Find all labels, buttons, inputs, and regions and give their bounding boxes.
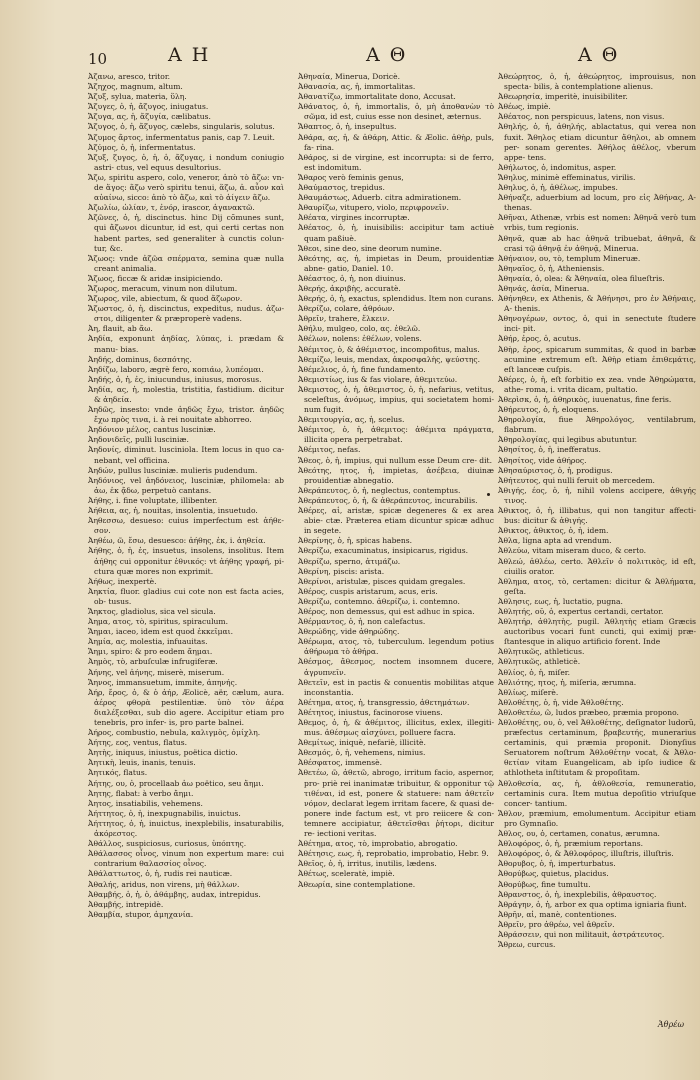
dictionary-entry: Ἀθέρος, non demessus, qui est adhuc in spica. [298,606,475,616]
dictionary-entry: Ἀθήρευτος, ὁ, ἡ, eloquens. [498,405,599,415]
dictionary-entry: Ἀθέρμαντος, ὁ, ἡ, non calefactus. [298,617,426,627]
dictionary-entry: Ἄθλον, præmium, emolumentum. Accipitur etiam pro Gymnaſio. [498,808,696,828]
dictionary-entry: Ἄζωρος, vile, abiectum, & quod ἄζωρον. [88,294,243,304]
dictionary-entry: Ἀθλοθεσία, ας, ἡ, ἀθλοθεσία, remuneratio, certaminis cura. Item mutua depoſitio vtriuſque concer- tantium. [498,778,696,808]
dictionary-entry: Ἀθερίνης, ὁ, ἡ, spicas habens. [298,536,412,546]
dictionary-entry: Ἀθέμιτος, ὁ, ἡ, ἀθεμιτος: ἀθέμιτα πράγματα, illicita opera perpetrabat. [298,425,494,445]
dictionary-entry: Ἀθερής, ἀκριβὴς, accuratè. [298,283,401,293]
dictionary-entry: Ἀήρος, combustio, nebula, καλιγμὸς, ὀμίχλη. [88,728,261,738]
dictionary-entry: Ἀηδής, dominus, δεσπότης. [88,354,192,364]
dictionary-entry: Ἀθανασία, ας, ἡ, immortalitas. [298,82,416,92]
dictionary-entry: Ἀθεράπευτος, ὁ, ἡ, & ἀθεράπευτος, incurabilis. [298,495,478,505]
dictionary-entry: Ἀθλος, ου, ὁ, certamen, conatus, ærumna. [498,829,660,839]
dictionary-entry: Ἀήττητος, ὁ, ἡ, inexpugnabilis, inuictus. [88,808,241,818]
column-right [498,72,696,950]
dictionary-entry: Ἀθάλλος, suspiciosus, curiosus, ὑπόπτης. [88,839,247,849]
dictionary-entry: Ἄζωος: vnde ἀζῶα σπέρματα, semina quæ nulla creant animalia. [88,253,284,273]
dictionary-entry: Ἄηκτος, gladiolus, sica vel sicula. [88,606,216,616]
dictionary-entry: Ἀθεώρητος, ὁ, ἡ, ἀθεώρητος, improuisus, non specta- bilis, à contemplatione alienus. [498,72,696,92]
dictionary-entry: Ἀθέτημα, ατος, τὸ, improbatio, abrogatio. [298,839,458,849]
dictionary-entry: Ἀζῶνες, ὁ, ἡ, discinctus. hinc Dij cõmunes sunt, qui ἄζωνοι dicuntur, id est, qui certi certas non habent partes, sed generaliter à cunctis colun- tur, &c. [88,213,284,253]
dictionary-entry: Ἀθαμβής, ὁ, ἡ, ὁ, ἀθάμβης, audax, intrepidus. [88,889,261,899]
dictionary-entry: Ἀθησαύριστος, ὁ, ἡ, prodigus. [498,465,613,475]
dictionary-entry: Ἀθήναιον, ου, τὸ, templum Mineruæ. [498,253,641,263]
dictionary-entry: Ἀθέσμος, ἄθεσμος, noctem insomnem ducere, ἀγρυπνεῖν. [298,657,494,677]
dictionary-entry: Ἀθεμίτως, iniquè, nefariè, illicitè. [298,738,426,748]
dictionary-entry: Ἄζυξ, sylua, materia, ὕλη. [88,92,187,102]
dictionary-entry: Ἀθεωρία, sine contemplatione. [298,879,416,889]
dictionary-entry: Ἀθορυβος, ὁ, ἡ, imperturbatus. [498,859,616,869]
dictionary-entry: Ἀημα, ατος, τὸ, spiritus, spiraculum. [88,617,228,627]
dictionary-entry: Ἀθρεῖν, pro ἀθρέω, vel ἀθρεῖν. [498,919,615,929]
catchword: Ἀθρέω [657,1020,684,1029]
dictionary-entry: Ἀήθως, inexpertè. [88,576,157,586]
dictionary-entry: Ἀθησίτος, vide ἀθήρος. [498,455,587,465]
dictionary-entry: Ἀητος, insatiabilis, vehemens. [88,798,203,808]
dictionary-entry: Ἀηδόνιον μέλος, cantus lusciniæ. [88,425,216,435]
dictionary-entry: Ἀθανατίζω, immortalitate dono, Accusat. [298,92,456,102]
dictionary-entry: Ἀήρ, ἔρος, ὁ, & ὁ ἀήρ, Æolicè, aër, cælum, aura. ἀέρος φθορὰ pestilentiæ. ὑπὸ τὸν ἀέρα διαλέξεσθαι, sub dio agere. Accipitur etiam pro tenebris, pro infer- is, pro parte balnei. [88,687,284,727]
dictionary-entry: Ἀήθης, ὁ, ἡ, ἐς, insuetus, insolens, insolitus. Item ἀήθης cui opponitur ἐθνικός: vt ἀήθης γραφή, pi- ctura quæ mores non exprimit. [88,546,284,576]
dictionary-entry: Ἄζυγα, ας, ἡ, ἄζυγία, cælibatus. [88,112,211,122]
dictionary-entry: Ἀθλητήρ, ἀθλητὴς, pugil. Ἀθλητὴς etiam Græcis auctoribus vocari funt cuncti, qui eximij præ- ſtantesque in aliquo artificio forent. Inde [498,617,696,647]
dictionary-entry: Ἀθησίτος, ὁ, ἡ, inefferatus. [498,445,601,455]
dictionary-entry: Ἀθερίνοι, aristulæ, pisces quidam gregales. [298,576,466,586]
dictionary-entry: Ἄζυγος, ὁ, ἡ, ἄζυγος, cælebs, singularis, solutus. [88,122,275,132]
dictionary-entry: Ἀητικὴ, leuis, inanis, tenuis. [88,758,196,768]
dictionary-entry: Ἄζωος, ficcæ & aridæ insipiciendo. [88,273,223,283]
dictionary-entry: Ἀηδῶς, insesto: vnde ἀηδῶς ἔχω, tristor. ἀηδῶς ἔχω πρὸς τινα, i. à rei nouitate abhorreo. [88,405,284,425]
dictionary-entry: Ἄζυξ, ζυγος, ὁ, ἡ, ὁ, ἄζυγας, i nondum coniugio astri- ctus, vel equus desultorius. [88,152,284,172]
dictionary-entry: Ἀθιγής, έος, ὁ, ἡ, nihil volens accipere, ἀθιγής τινος. [498,485,696,505]
dictionary-entry: Ἀθλοφόρος, ὁ, ἡ, præmium reportans. [498,839,644,849]
dictionary-entry: Ἀθράσσειν, qui non militauit, ἀστράτευτος. [498,929,665,939]
dictionary-entry: Ἀητὴς, iniquus, iniustus, poëtica dictio. [88,748,238,758]
dictionary-entry: Ἀθέτησις, εως, ἡ, reprobatio, improbatio, Hebr. 9. [298,849,489,859]
dictionary-entry: Ἀθεμος, ὁ, ἡ, & ἀθέμιτος, illicitus, exlex, illegiti- mus. ἀθέσμως αἰσχύνει, polluere facra. [298,718,494,738]
dictionary-entry: Ἀθέαστος, ὁ, ἡ, non diuinus. [298,273,406,283]
dictionary-entry: Ἀθεότης, ητος, ἡ, impietas, ἀσέβεια, diuinæ prouidentiæ abnegatio. [298,465,494,485]
dictionary-entry: Ἀημία, ας, molestia, infuauitas. [88,637,208,647]
dictionary-entry: Ἀθετεῖν, est in pactis & conuentis mobilitas atque inconstantia. [298,677,494,697]
dictionary-entry: Ἄημαι, iaceo, idem est quod ἐκκεῖμαι. [88,627,233,637]
dictionary-entry: Ἀθέσφατος, immensè. [298,758,382,768]
dictionary-entry: Ἀη, flauit, ab ἄω. [88,324,153,334]
dictionary-entry: Ἀθερής, ὁ, ἡ, exactus, splendidus. Item non curans. [298,294,494,304]
dictionary-entry: Ἄζω, spiritu aspero, colo, veneror, ἀπὸ τὸ ἅζω: vn- de ἅγος: ἅζω verò spiritu tenui, ἅζω, ἀ. αὖον καὶ αὐαίνω, sicco: ἀπὸ τὸ ἅζω, καὶ τὸ ἀίγειν ἅζω. [88,172,284,203]
dictionary-entry: Ἀθρῆν, αἱ, manè, contentiones. [498,909,617,919]
dictionary-entry: Ἀζύμος, ὁ, ἡ, infermentatus. [88,142,196,152]
dictionary-entry: Ἀζωλίω, ὠλίαν, τ, ἑνόρ, irascor, ἀγανακτῶ. [88,203,255,213]
dictionary-entry: Ἀθεσμός, ὁ, ἡ, vehemens, nimius. [298,748,426,758]
dictionary-entry: Ἀθλησις, εως, ἡ, luctatio, pugna. [498,596,623,606]
dictionary-entry: Ἀθήνηθεν, ex Athenis, & Ἀθήνησι, pro ἐν Ἀθήναις, A- thenis. [498,294,696,314]
dictionary-entry: Ἀθράγην, ὁ, ἡ, arbor ex qua optima igniaria fiunt. [498,899,687,909]
dictionary-entry: Ἀηδία, ας, ἡ, molestia, tristitia, fastidium. dicitur & ἀηδεία. [88,384,284,404]
dictionary-entry: Ἀθαμβής, intrepidè. [88,899,164,909]
dictionary-entry: Ἀηκτία, fluor. gladius cui cote non est facta acies, ob- tusus. [88,586,284,606]
dictionary-entry: Ἀηδονίς, diminut. lusciniola. Item locus in quo ca- nebant, vel officina. [88,445,284,465]
dictionary-entry: Ἀθλίος, ὁ, ἡ, miſer. [498,667,570,677]
dictionary-entry: Ἀθαλής, aridus, non virens, μὴ θάλλων. [88,879,240,889]
dictionary-entry: Ἀθέτητος, iniustus, facinorose viuens. [298,707,443,717]
dictionary-entry: Ἀθέτημα, ατος, ἡ, transgressio, ἀθετημάτων. [298,697,470,707]
dictionary-entry: Ἀθέατα, virgines incorruptæ. [298,213,410,223]
dictionary-entry: Ἀθαύμαστος, trepidus. [298,183,385,193]
dictionary-entry: Ἀθεμίζω, leuis, mendax, ἀκροσφαλὴς, ψεύστης. [298,354,481,364]
dictionary-entry: Ἀητης, flabat: à verbo ἄημι. [88,788,194,798]
dictionary-entry: Ἄθρεω, curcus. [498,940,556,950]
dictionary-entry: Ἀθλιότης, ητος, ἡ, miſeria, ærumna. [498,677,637,687]
dictionary-entry: Ἀθλητής, οῦ, ὁ, expertus certandi, certator. [498,606,664,616]
dictionary-entry: Ἄθαπτος, ὁ, ἡ, insepultus. [298,122,397,132]
dictionary-entry: Ἀθλοφόρος, ὁ, & Ἀθλοφόρος, illuſtris, illuſtris. [498,849,674,859]
dictionary-entry: Ἀθηναῖος, ὁ, ἡ, Atheniensis. [498,263,605,273]
dictionary-entry: Ἀθλητικῶς, athleticè. [498,657,581,667]
dictionary-entry: Ἀήθεια, ας, ἡ, nouitas, insolentia, insuetudo. [88,506,258,516]
dictionary-entry: Ἀημὸς, τὸ, arbuſculæ infrugiferæ. [88,657,218,667]
dictionary-entry: Ἀθήναζε, aduerbium ad locum, pro εἰς Ἀθήνας, A- thenas. [498,193,696,213]
dictionary-entry: Ἀθερίζω, exacuminatus, insipicarus, rigidus. [298,546,469,556]
dictionary-entry: Ἀθήλωτος, ὁ, indomitus, asper. [498,162,617,172]
dictionary-entry: Ἀητικός, flatus. [88,768,148,778]
dictionary-entry: Ἀθλητικῶς, athleticus. [498,647,585,657]
dictionary-entry: Ἄθεοι, sine deo, sine deorum numine. [298,243,442,253]
dictionary-entry: Ἀθεμιτουργία, ας, ἡ, scelus. [298,415,405,425]
dictionary-entry: Ἀθηνάς, ἀσία, Minerua. [498,283,590,293]
dictionary-entry: Ἀθλα, ligna apta ad vrendum. [498,536,612,546]
dictionary-entry: Ἀήτης, ου, ὁ, procellaab ἀω poëtico, seu ἄημι. [88,778,264,788]
dictionary-entry: Ἀθεωρησία, imperitè, inuisibiliter. [498,92,628,102]
dictionary-entry: Ἀθαυρίζω, vitupero, violo, περιφρονεῖν. [298,203,449,213]
dictionary-entry: Ἀήνης, vel ἀήνης, miserè, miserum. [88,667,225,677]
dictionary-entry: Ἀθλεώ, ἀθλέω, certo. Ἀθλεῖν ὁ πολιτικὸς, id eſt, ciuilis orator. [498,556,696,576]
dictionary-entry: Ἀθάλασσος οἶνος, vinum non expertum mare: cui contrarium θαλασσίος οἶνος. [88,849,284,869]
dictionary-entry: Ἄηνος, immansuetum, immite, ἀπηνής. [88,677,238,687]
dictionary-entry: Ἀθερίνη, piscis: arista. [298,566,385,576]
dictionary-entry: Ἄθαρος verò feminis genus, [298,172,404,182]
dictionary-entry: Ἄζυμος ἄρτος, infermentatus panis, cap 7. Leuit. [88,132,275,142]
dictionary-entry: Ἀθέτως, sceleratè, impiè. [298,869,395,879]
dictionary-entry: Ἀθορύβως, fine tumultu. [498,879,591,889]
dictionary-entry: Ἀήττητος, ὁ, ἡ, inuictus, inexplebilis, insaturabilis, ἀκόρεστος. [88,818,284,839]
dictionary-entry: Ἀηδία, exponunt ἀηδίας, λύπας, i. prædam & manu- bias. [88,334,284,354]
column-middle [298,72,494,890]
dictionary-entry: Ἀθηναία, ὁ, olea: & Ἀθηναία, olea filueſtris. [498,273,665,283]
dictionary-entry: Ἀθερίζω, sperno, ἀτιμάζω. [298,556,401,566]
dictionary-entry: Ἀθέατος, non perspicuus, latens, non visus. [498,112,665,122]
dictionary-entry: Ἀθέρωμα, ατος, τὸ, tuberculum. legendum potius ἀθήρωμα τὸ ἀθήρα. [298,637,494,657]
dictionary-entry: Ἀθηλυς, ὁ, ἡ, ἀθέλως, impubes. [498,183,618,193]
dictionary-entry: Ἀθέμελιος, ὁ, ἡ, fine fundamento. [298,364,426,374]
dictionary-entry: Ἀθάρα, ας, ἡ, & ἀθάρη, Attic. & Æolic. ἀθὴρ, puls, fa- rina. [298,132,494,152]
dictionary-entry: Ἀθαυμάστως, Aduerb. citra admirationem. [298,193,462,203]
dictionary-entry: Ἀθερὶσκ, ὁ, ἡ, ἀθηρικὸς, iuuenatus, fine feris. [498,395,672,404]
dictionary-entry: Ἀηδίζω, laboro, ægrè fero, κοπιάω, λυπέομαι. [88,364,264,374]
dictionary-entry: Ἄθεος, ὁ, ἡ, impius, qui nullum esse Deum cre- dit. [298,455,492,465]
dictionary-entry: Ἀθέρες, ὁ, ἡ, eſt forbitio ex zea. vnde Ἀθηρώματα, athe- roma, i. vrita dicam, pultatio. [498,374,696,394]
dictionary-entry: Ἀήθης, i. fine voluptate, illibenter. [88,495,218,505]
dictionary-entry: Ἀθλίως, miſerè. [498,687,559,697]
dictionary-entry: Ἀθηρολογίας, qui legibus abutuntur. [498,435,638,445]
dictionary-entry: Ἀθεμιστος, ὁ, ἡ, ἀθεμιστος, ὁ, ἡ, nefarius, vetitus, sceleſtus, ἀνόμως, impius, qui societatem homi- num fugit. [298,384,494,415]
dictionary-entry: Ἀθλοθετέω, ῶ, ludos præbeo, præmia propono. [498,707,679,717]
dictionary-entry: Ἀθλοθέτης, ου, ὁ, vel Ἀθλοθέτης, deſignator ludorũ, præfectus certaminum, βραβευτής, munerarius certaminis, qui præmia proponit. Dionyſius Seruatorem noſtrum Ἀθλοθέτην vocat, & Ἀθλο- θετίαν vitam Euangelicam, ab ipſo iudice & athlotheta inſtitutam & propoſitam. [498,718,696,778]
dictionary-entry: Ἀθηνογέρων, οντος, ὁ, qui in senectute ſtudere inci- pit. [498,314,696,334]
column-left [88,72,284,920]
running-head-left: Α Η [168,44,211,66]
dictionary-entry: Ἀθεότης, ας, ἡ, impietas in Deum, prouidentiæ abne- gatio, Daniel. 10. [298,253,494,273]
dictionary-entry: Ἀθέατος, ὁ, ἡ, inuisibilis: accipitur tam actiuè quam paßiuè. [298,223,494,243]
dictionary-entry: Ἀθέμιτος, nefas. [298,445,361,455]
dictionary-entry: Ἀηθεσσω, desueso: cuius imperfectum est ἀήθε- σον. [88,516,284,536]
dictionary-entry: Ἄημι, spiro: & pro eodem ἄημαι. [88,647,213,657]
dictionary-entry: Ἀθέρες, αἱ, aristæ, spicæ degeneres & ex area abie- ctæ. Præterea etiam dicuntur spicæ adhuc in segete. [298,506,494,536]
dictionary-entry: Ἀθεῖος, ὁ, ἡ, irritus, inutilis, lædens. [298,859,437,869]
dictionary-entry: Ἀθηνᾶ, quæ ab hac ἀθηνᾶ tribuebat, ἀθηνᾶ, & crasi τῷ ἀθηνᾷ ἐν ἀθηνᾷ, Minerua. [498,233,696,253]
dictionary-entry: Ἀθάνατος, ὁ, ἡ, immortalis, ὁ, μὴ ἀποθανὼν τὸ σῶμα, id est, cuius esse non desinet, æternus. [298,102,494,122]
dictionary-entry: Ἀθλημα, ατος, τὸ, certamen: dicitur & Ἀθλήματα, geſta. [498,576,696,596]
dictionary-entry: Ἀθέως, impiè. [498,102,551,112]
dictionary-entry: Ἀήτης, εος, ventus, flatus. [88,738,188,748]
dictionary-entry: Ἄζωρος, meracum, vinum non dilutum. [88,283,238,293]
dictionary-entry: Ἀθηλής, ὁ, ἡ, ἀθηλής, ablactatus, qui verea non fuxit. Ἄθηλος etiam dicuntur ἄθηλοι, ab omnem per- sonam gerentes. Ἀθήλος ἀθέλος, vberum appe- tens. [498,122,696,162]
page-header [0,44,700,68]
dictionary-entry: Ἀθηναία, Minerua, Doricè. [298,72,400,81]
dictionary-entry: Ἀθέλων, nolens: ἐθέλων, volens. [298,334,422,344]
dictionary-entry: Ἀθερώδης, vide ἀθηρώδης. [298,627,400,637]
dictionary-entry: Ἀθετέω, ῶ, ἀθετῶ, abrogo, irritum facio, aspernor, pro- priè rei inanimatæ tribuitur, & opponitur τῷ τιθέναι, id est, ponere & statuere: nam ἀθετεῖν νόμον, declarat legem irritam facere, & quasi de- ponere inde factum est, vt pro reiicere & con- temnere accipiatur, ἀθετεῖσθαι ῥήτορι, dicitur re- iectioni veritas. [298,768,494,839]
dictionary-entry: Ἀθάλαττωτος, ὁ, ἡ, rudis rei nauticæ. [88,869,233,879]
dictionary-entry: Ἄθηλυς, minimè effeminatus, virilis. [498,172,636,182]
running-head-center: Α Θ [366,44,408,66]
dictionary-entry: Ἀθεράπευτος, ὁ, ἡ, neglectus, contemptus. [298,485,461,495]
dictionary-entry: Ἀθήρ, ἐρος, ὁ, acutus. [498,334,581,344]
dictionary-entry: Ἀθαμβία, stupor, ἀμηχανία. [88,909,194,919]
dictionary-entry: Ἀθλεύω, vitam miseram duco, & certo. [498,546,647,556]
dictionary-entry: Ἀθάρος, si de virgine, est incorrupta: si de ferro, est indomitum. [298,152,494,172]
dictionary-entry: Ἀθεμιστίως, ius & fas violare, ἀθεμιτεύω. [298,374,458,384]
dictionary-entry: Ἀζανω, aresco, tritor. [88,72,170,81]
running-head-right: Α Θ [578,44,620,66]
dictionary-entry: Ἀθήλυ, mulgeo, colo, ας. ἐθελῶ. [298,324,421,334]
dictionary-entry: Ἀθικτος, ἀθικτος, ὁ, ἡ, idem. [498,526,609,536]
dictionary-entry: Ἀηδής, ὁ, ἡ, ἐς, iniucundus, iniusus, morosus. [88,374,262,384]
margin-dot [487,493,490,496]
dictionary-entry: Ἀθρεῖν, trahere, ἕλκειν. [298,314,390,324]
dictionary-entry: Ἄζηχος, magnum, altum. [88,82,183,92]
dictionary-entry: Ἀθὴρ, ἐρος, spicarum summitas, & quod in barbæ acumine extremum eſt. Ἀθὴρ etiam ἐπιθεμάτις, eſt lanceæ cuſpis. [498,344,696,374]
dictionary-entry: Ἀθερίζω, colare, ἀθρόων. [298,304,395,314]
dictionary-entry: Ἀθήτευτος, qui nulli feruit ob mercedem. [498,475,655,485]
dictionary-entry: Ἀθῆναι, Athenæ, vrbis est nomen: Ἀθηνᾶ verò tum vrbis, tum regionis. [498,213,696,233]
dictionary-entry: Ἀθρανστος, ὁ, ἡ, inexplebilis, ἀθραυστος. [498,889,657,899]
dictionary-entry: Ἀηδών, pullus lusciniæ. mulieris pudendum. [88,465,258,475]
dictionary-entry: Ἀθικτος, ὁ, ἡ, illibatus, qui non tangitur affecti- bus: dicitur & ἀθιγής. [498,506,696,526]
dictionary-entry: Ἀθέμιτος, ὁ, & ἀθέμιστος, incompofitus, malus. [298,344,480,354]
dictionary-entry: Ἀθηρολογία, fiue Ἀθηρολόγος, ventilabrum, flabrum. [498,415,696,435]
dictionary-entry: Ἄζωστος, ὁ, ἡ, discinctus, expeditus, nudus. ἀζω- στοι, diligenter & præproperè vadens. [88,304,284,324]
dictionary-entry: Ἀθλοθέτης, ὁ, ἡ, vide Ἀθλοθέτης. [498,697,624,707]
dictionary-entry: Ἄζυγες, ὁ, ἡ, ἄζυγος, iniugatus. [88,102,209,112]
dictionary-entry: Ἀθέρος, cuspis aristarum, acus, eris. [298,586,438,596]
page-number: 10 [88,50,108,68]
dictionary-entry: Ἀηθέω, ῶ, ἔσω, desuesco: ἀήθης, ἐκ, i. ἀηθεία. [88,536,266,546]
dictionary-entry: Ἀθορύβως, quietus, placidus. [498,869,609,879]
dictionary-entry: Ἀηδόνιος, vel ἀηδόνειος, lusciniæ, philomela: ab ἀω, ἐκ ᾄδω, perpetuò cantans. [88,475,284,495]
dictionary-entry: Ἀθερίζω, contemno. ἀθερίζω, i. contemno. [298,596,460,606]
dictionary-entry: Ἀηδονιδεῖς, pulli lusciniæ. [88,435,189,445]
